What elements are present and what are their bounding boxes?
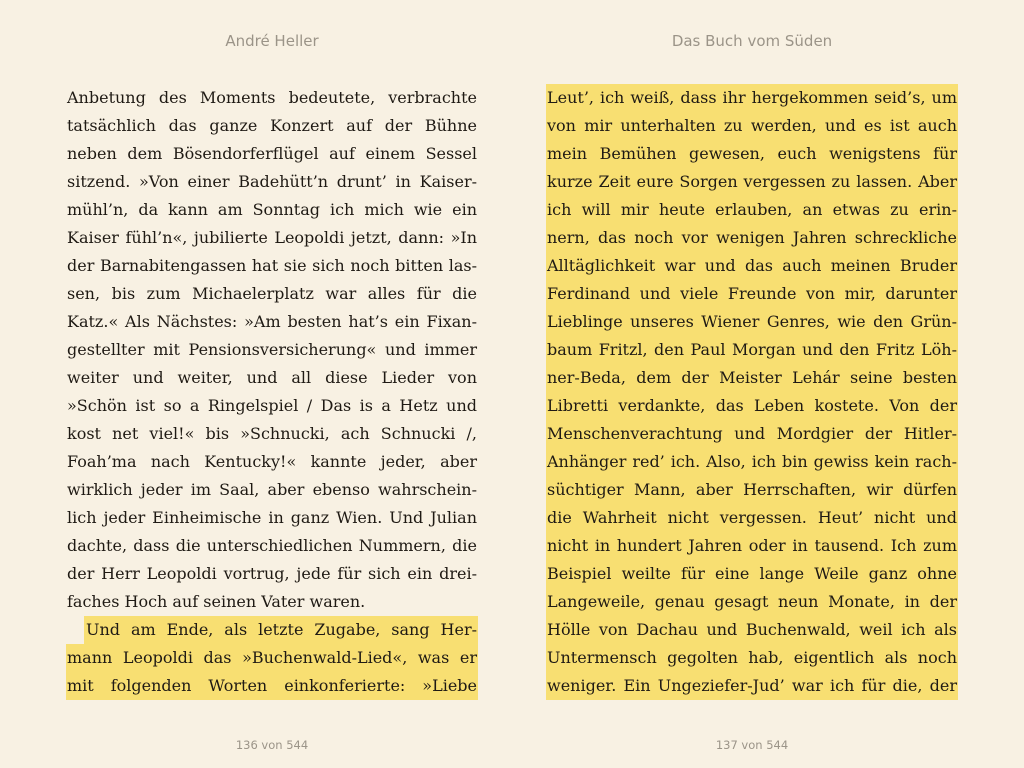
highlighted-text-line[interactable]: Langeweile, genau gesagt neun Monate, in der: [546, 588, 958, 616]
text-line[interactable]: gestellter mit Pensionsversicherung« und immer: [67, 340, 477, 359]
text-line[interactable]: lich jeder Einheimische in ganz Wien. Und Julian: [67, 508, 477, 527]
highlighted-text-line[interactable]: Libretti verdankte, das Leben kostete. Von der: [546, 392, 958, 420]
text-line[interactable]: Anbetung des Moments bedeutete, verbrachte: [67, 88, 477, 107]
left-page-text[interactable]: [66, 84, 478, 700]
highlighted-text-line[interactable]: Untermensch gegolten hab, eigentlich als noch: [546, 644, 958, 672]
page-number-left: 136 von 544: [235, 738, 309, 752]
highlighted-text-line[interactable]: Menschenverachtung und Mordgier der Hitler-: [546, 420, 958, 448]
highlighted-text-line[interactable]: ich will mir heute erlauben, an etwas zu erin-: [546, 196, 958, 224]
highlighted-text-line[interactable]: nern, das noch vor wenigen Jahren schreckliche: [546, 224, 958, 252]
left-page[interactable]: [66, 0, 478, 768]
right-page[interactable]: [546, 0, 958, 768]
text-line[interactable]: Katz.« Als Nächstes: »Am besten hat’s ein Fixan-: [67, 312, 477, 331]
highlighted-text-line[interactable]: mit folgenden Worten einkonferierte: »Liebe: [66, 672, 478, 700]
highlighted-text-line[interactable]: Beispiel weilte für eine lange Weile ganz ohne: [546, 560, 958, 588]
text-line[interactable]: kost net viel!« bis »Schnucki, ach Schnucki /,: [67, 424, 477, 443]
right-page-text[interactable]: [546, 84, 958, 700]
text-line[interactable]: weiter und weiter, und all diese Lieder von: [67, 368, 477, 387]
text-line[interactable]: mühl’n, da kann am Sonntag ich mich wie ein: [67, 200, 477, 219]
page-number-right: 137 von 544: [715, 738, 789, 752]
highlighted-text-line[interactable]: ner-Beda, dem der Meister Lehár seine besten: [546, 364, 958, 392]
highlighted-text-line[interactable]: Ferdinand und viele Freunde von mir, darunter: [546, 280, 958, 308]
running-header-author: André Heller: [225, 32, 319, 50]
highlighted-text-line[interactable]: Lieblinge unseres Wiener Genres, wie den Grün-: [546, 308, 958, 336]
text-line[interactable]: faches Hoch auf seinen Vater waren.: [67, 592, 366, 611]
text-line[interactable]: der Herr Leopoldi vortrug, jede für sich ein drei-: [67, 564, 477, 583]
text-line[interactable]: neben dem Bösendorferflügel auf einem Sessel: [67, 144, 477, 163]
text-line[interactable]: wirklich jeder im Saal, aber ebenso wahrschein-: [67, 480, 477, 499]
highlighted-text-line[interactable]: von mir unterhalten zu werden, und es ist auch: [546, 112, 958, 140]
text-line[interactable]: tatsächlich das ganze Konzert auf der Bühne: [67, 116, 477, 135]
highlighted-text-line[interactable]: mein Bemühen gewesen, euch wenigstens für: [546, 140, 958, 168]
text-line[interactable]: sitzend. »Von einer Badehütt’n drunt’ in Kaiser-: [67, 172, 477, 191]
highlighted-text-line[interactable]: süchtiger Mann, aber Herrschaften, wir dürfen: [546, 476, 958, 504]
highlighted-text-line[interactable]: Anhänger red’ ich. Also, ich bin gewiss kein rach-: [546, 448, 958, 476]
highlighted-text-line[interactable]: kurze Zeit eure Sorgen vergessen zu lassen. Aber: [546, 168, 958, 196]
text-line[interactable]: sen, bis zum Michaelerplatz war alles für die: [67, 284, 477, 303]
text-line[interactable]: der Barnabitengassen hat sie sich noch bitten las-: [67, 256, 477, 275]
text-line[interactable]: »Schön ist so a Ringelspiel / Das is a Hetz und: [67, 396, 477, 415]
highlighted-text-line[interactable]: nicht in hundert Jahren oder in tausend. Ich zum: [546, 532, 958, 560]
text-line[interactable]: Foah’ma nach Kentucky!« kannte jeder, aber: [67, 452, 477, 471]
highlighted-text-line[interactable]: Leut’, ich weiß, dass ihr hergekommen seid’s, um: [546, 84, 958, 112]
highlighted-text-line[interactable]: die Wahrheit nicht vergessen. Heut’ nicht und: [546, 504, 958, 532]
highlighted-text-line[interactable]: weniger. Ein Ungeziefer-Jud’ war ich für die, der: [546, 672, 958, 700]
text-line[interactable]: Kaiser fühl’n«, jubilierte Leopoldi jetzt, dann: »In: [67, 228, 477, 247]
highlighted-text-line[interactable]: Hölle von Dachau und Buchenwald, weil ich als: [546, 616, 958, 644]
text-line[interactable]: dachte, dass die unterschiedlichen Nummern, die: [67, 536, 477, 555]
highlighted-text-line[interactable]: Und am Ende, als letzte Zugabe, sang Her-: [66, 616, 478, 644]
running-header-title: Das Buch vom Süden: [671, 32, 833, 50]
highlighted-text-line[interactable]: Alltäglichkeit war und das auch meinen Bruder: [546, 252, 958, 280]
highlighted-text-line[interactable]: baum Fritzl, den Paul Morgan und den Fritz Löh-: [546, 336, 958, 364]
highlighted-text-line[interactable]: mann Leopoldi das »Buchenwald-Lied«, was er: [66, 644, 478, 672]
